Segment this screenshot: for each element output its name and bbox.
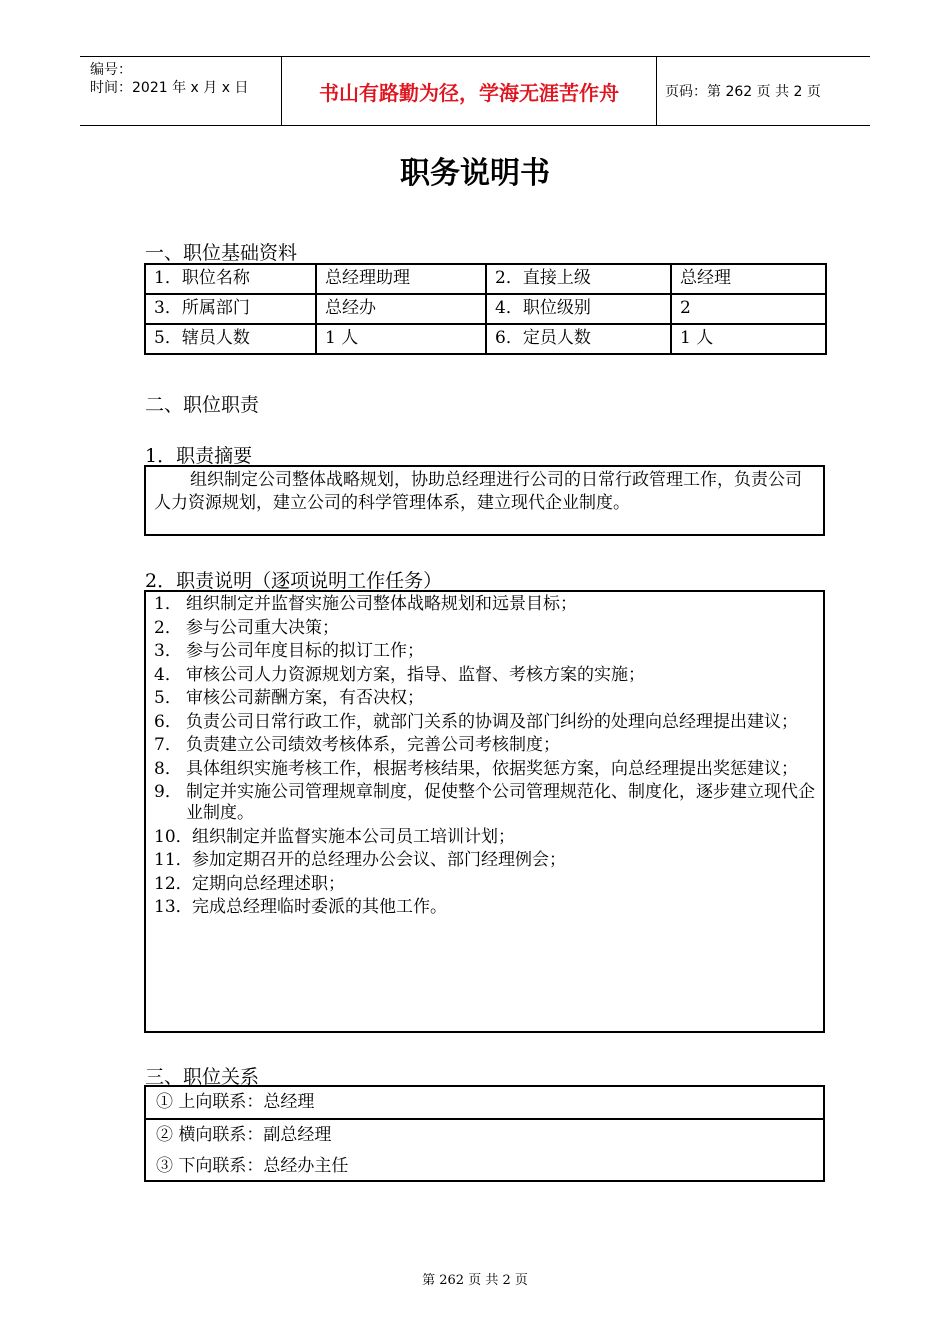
list-item-number: 6． — [154, 711, 182, 732]
duty-details-box — [144, 590, 825, 1033]
table-row — [145, 324, 826, 354]
list-item-text: 负责建立公司绩效考核体系，完善公司考核制度； — [186, 735, 560, 755]
list-item-text: 组织制定并监督实施本公司员工培训计划； — [192, 826, 515, 847]
list-item-text: 参与公司年度目标的拟订工作； — [186, 641, 424, 661]
list-item-text: 审核公司人力资源规划方案，指导、监督、考核方案的实施； — [186, 664, 645, 685]
duty-summary-box — [144, 465, 825, 536]
relation-downward: ③ 下向联系：总经办主任 — [156, 1156, 349, 1176]
table-row — [145, 294, 826, 324]
basic-info-table — [144, 263, 827, 355]
table-cell: 总经办 — [316, 294, 486, 324]
list-item — [154, 735, 815, 756]
list-item-text: 制定并实施公司管理规章制度，促使整个公司管理规范化、制度化，逐步建立现代企业制度。 — [186, 782, 815, 823]
list-item — [154, 594, 815, 615]
table-cell: 1．职位名称 — [145, 264, 316, 294]
list-item-text: 审核公司薪酬方案，有否决权； — [186, 688, 424, 708]
list-item — [154, 688, 815, 709]
list-item — [154, 827, 815, 848]
list-item-number: 11． — [154, 850, 193, 870]
list-item-number: 3． — [154, 641, 182, 661]
table-row — [145, 264, 826, 294]
list-item-number: 1． — [154, 594, 182, 614]
header-meta — [90, 61, 248, 97]
list-item-text: 具体组织实施考核工作，根据考核结果，依据奖惩方案，向总经理提出奖惩建议； — [186, 758, 798, 779]
section-relations-heading: 三、职位关系 — [145, 1066, 260, 1088]
table-cell: 总经理助理 — [316, 264, 486, 294]
list-item-number: 12． — [154, 873, 193, 894]
list-item-number: 4． — [154, 664, 182, 685]
list-item-number: 8． — [154, 758, 182, 779]
list-item — [154, 782, 815, 824]
header-motto: 书山有路勤为径，学海无涯苦作舟 — [281, 57, 657, 125]
relation-lateral: ② 横向联系：副总经理 — [156, 1125, 332, 1145]
list-item — [154, 618, 815, 639]
list-item — [154, 850, 815, 871]
list-item-text: 定期向总经理述职； — [192, 873, 345, 894]
section-duties-heading: 二、职位职责 — [145, 394, 260, 416]
list-item-text: 负责公司日常行政工作，就部门关系的协调及部门纠纷的处理向总经理提出建议； — [186, 711, 798, 732]
table-cell: 5．辖员人数 — [145, 324, 316, 354]
table-cell: 2 — [671, 294, 826, 324]
list-item — [154, 759, 815, 780]
document-number-label: 编号： — [90, 62, 132, 78]
list-item — [154, 641, 815, 662]
header-page-info: 页码：第 262 页 共 2 页 — [665, 84, 821, 100]
table-cell: 1 人 — [316, 324, 486, 354]
duty-details-heading: 2．职责说明（逐项说明工作任务） — [145, 570, 443, 592]
relation-upward: ① 上向联系：总经理 — [146, 1087, 823, 1120]
relations-box — [144, 1085, 825, 1182]
document-time-label: 时间：2021 年 x 月 x 日 — [90, 80, 249, 96]
table-cell: 2．直接上级 — [486, 264, 671, 294]
list-item-text: 参加定期召开的总经理办公会议、部门经理例会； — [192, 850, 566, 870]
duty-summary-text: 组织制定公司整体战略规划，协助总经理进行公司的日常行政管理工作，负责公司人力资源规划，建立公司的科学管理体系，建立现代企业制度。 — [154, 470, 802, 513]
section-basic-info-heading: 一、职位基础资料 — [145, 242, 298, 264]
page-header — [80, 56, 870, 126]
table-cell: 总经理 — [671, 264, 826, 294]
list-item-number: 7． — [154, 735, 182, 755]
table-cell: 3．所属部门 — [145, 294, 316, 324]
page-footer: 第 262 页 共 2 页 — [422, 1273, 528, 1288]
list-item-text: 完成总经理临时委派的其他工作。 — [192, 897, 447, 917]
duty-summary-heading: 1．职责摘要 — [145, 445, 253, 467]
list-item-number: 5． — [154, 688, 182, 708]
table-cell: 1 人 — [671, 324, 826, 354]
list-item — [154, 712, 815, 733]
list-item — [154, 665, 815, 686]
list-item-text: 组织制定并监督实施公司整体战略规划和远景目标； — [186, 594, 577, 614]
table-cell: 6．定员人数 — [486, 324, 671, 354]
list-item — [154, 897, 815, 918]
list-item-number: 2． — [154, 617, 182, 638]
table-cell: 4．职位级别 — [486, 294, 671, 324]
list-item-text: 参与公司重大决策； — [186, 617, 339, 638]
list-item-number: 9． — [154, 782, 182, 802]
list-item — [154, 874, 815, 895]
document-title: 职务说明书 — [400, 156, 550, 191]
list-item-number: 10． — [154, 826, 193, 847]
list-item-number: 13． — [154, 897, 193, 917]
